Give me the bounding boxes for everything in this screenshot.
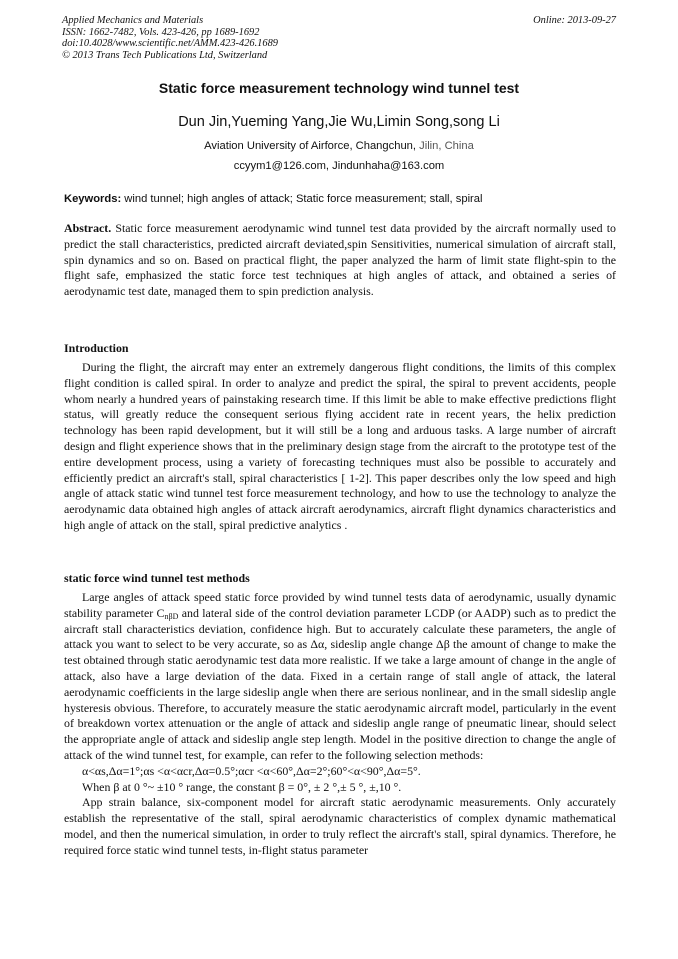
paper-title: Static force measurement technology wind tunnel test [158,80,520,96]
parameter-subscript: nβD [164,611,179,621]
affiliation-location: Jilin, China [416,140,474,152]
section-heading-introduction: Introduction [64,341,129,355]
journal-copyright: © 2013 Trans Tech Publications Ltd, Switzerland [62,49,268,61]
abstract-label: Abstract. [64,221,112,235]
paper-affiliation [0,140,678,152]
selection-formula-alpha: α<αs,Δα=1°;αs <α<αcr,Δα=0.5°;αcr <α<60°,Δα=2°;60°<α<90°,Δα=5°. [82,763,421,778]
abstract [64,221,616,300]
journal-name: Applied Mechanics and Materials [62,15,204,26]
methods-p1-text-b: and lateral side of the control deviation parameter LCDP (or AADP) such as to predict the aircraft stall characteristics deviation, confidence high. But to accurately calculate these parameters, the angle of attack you want to select to be very accurate, so as Δα, sideslip angle change Δβ the amount of change to make the test obtained through static aerodynamic test data more realistic. If we take a large amount of change in the angle of attack, also have a large deviation of the data. Fixed in a certain range of stall angle of attack, the lateral aerodynamic coefficients in the large sideslip angle when there are serious nonlinear, and in the small sideslip angle hysteresis obvious. Therefore, to accurately measure the static aerodynamic aircraft model, particularly in the event of breakdown vortex attenuation or the angle of attack and sideslip angle range of pneumatic linear, should select the appropriate angle of attack and sideslip angle step length. Model in the positive direction to change the angle of attack of the wind tunnel test, for example, can refer to the following selection methods: [64,605,616,762]
introduction-body [64,360,616,534]
methods-paragraph-2: App strain balance, six-component model for aircraft static aerodynamic measurements. Only accurately establish the representative of the stall, spiral aerodynamic characteristics of complex dynamic mathematical model, and then the numerical simulation, in order to truly reflect the aircraft's stall, spiral dynamics. Therefore, he required force static wind tunnel tests, in-flight status parameter [64,795,616,857]
keywords-text: wind tunnel; high angles of attack; Static force measurement; stall, spiral [121,193,483,205]
affiliation-org: Aviation University of Airforce, Changchun, [204,140,416,152]
journal-issn: ISSN: 1662-7482, Vols. 423-426, pp 1689-1692 [62,26,260,38]
methods-body [64,590,616,859]
journal-doi: doi:10.4028/www.scientific.net/AMM.423-426.1689 [62,38,278,50]
paper-authors: Dun Jin,Yueming Yang,Jie Wu,Limin Song,song Li [178,114,500,130]
methods-p1-text-a: Large angles of attack speed static force provided by wind tunnel tests data of aerodynamic, usually dynamic stability parameter C [64,590,616,620]
abstract-text: Static force measurement aerodynamic wind tunnel test data provided by the aircraft normally used to predict the stall characteristics, predicted aircraft deviated,spin Sensitivities, numerical simulation of aircraft stall, spin dynamics and so on. Based on practical flight, the paper analyzed the harm of limit state flight-spin to the flight safe, emphasized the static force test techniques at high angles of attack, and obtained a series of aerodynamic test date, managed them to spin prediction analysis. [64,221,616,299]
introduction-paragraph: During the flight, the aircraft may enter an extremely dangerous flight conditions, the limits of this complex flight condition is called spiral. In order to analyze and predict the spiral, the spiral to prevent accidents, people whom nearly a hundred years of painstaking research time. If this limit be able to make effective predictions flight status, will greatly reduce the consequent serious flying accident rate in recent years, the helix prediction technology has been rapid development, but it will still be a long and arduous tasks. A large number of aircraft design and flight experience shows that in the preliminary design stage from the aircraft to the prototype test of the entire development process, using a variety of forecasting techniques must also be possible to accurately and efficiently predict an aircraft's stall, spiral characteristics [ 1-2]. This paper describes only the low speed and high angle of attack static wind tunnel test force measurement technology, and how to use the technology to analyze the aerodynamic data obtained high angles of attack aircraft aerodynamics, aircraft flight dynamics characteristics and high angle of attack on the stall, spiral predictive analytics . [64,360,616,532]
journal-header [62,15,616,61]
online-date: Online: 2013-09-27 [533,15,616,26]
author-emails: ccyym1@126.com, Jindunhaha@163.com [233,160,445,172]
keywords-label: Keywords: [64,193,122,205]
methods-paragraph-1 [64,590,616,764]
keywords [64,193,616,205]
section-heading-methods: static force wind tunnel test methods [64,571,250,585]
selection-formula-beta: When β at 0 °~ ±10 ° range, the constant β = 0°, ± 2 °,± 5 °, ±,10 °. [82,779,402,794]
